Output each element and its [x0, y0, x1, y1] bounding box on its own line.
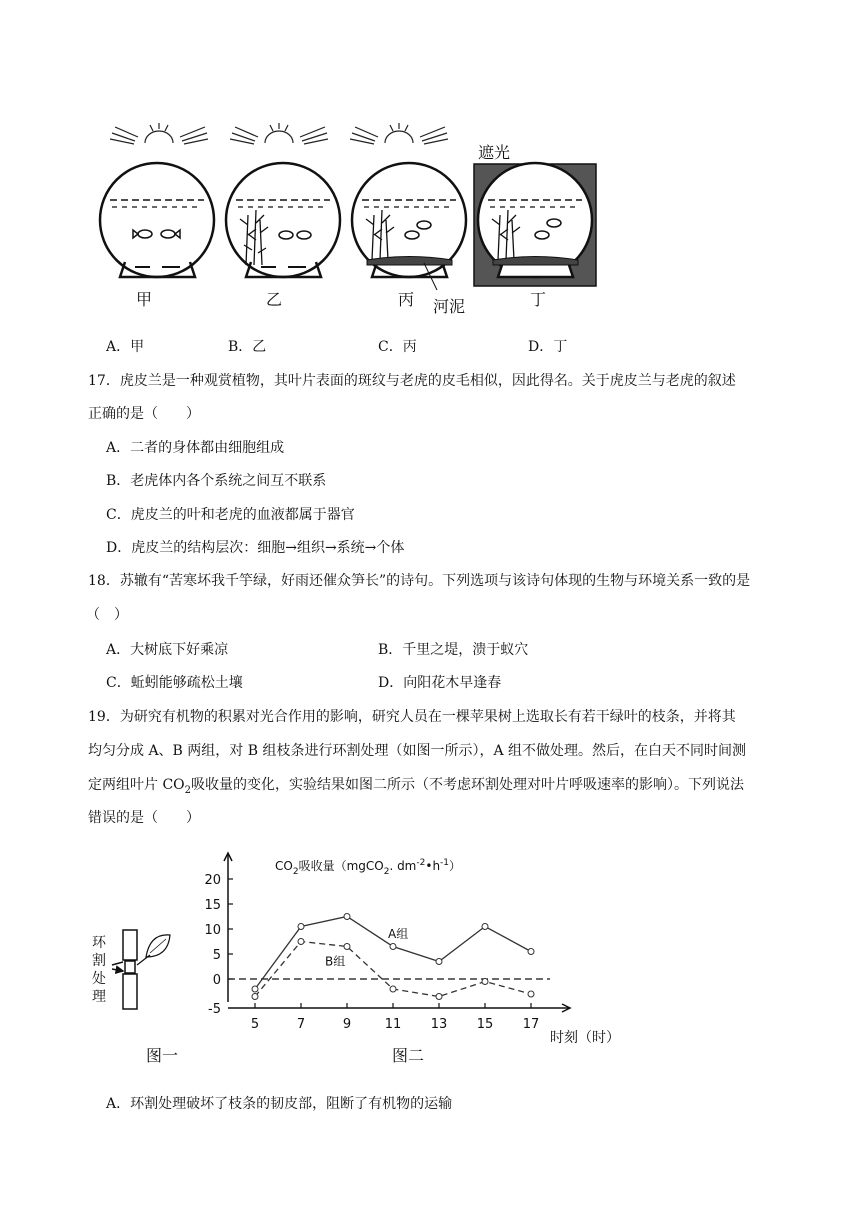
data-point: [436, 959, 442, 965]
y-tick-label: 20: [204, 873, 221, 888]
bowl-label-ding: 丁: [530, 290, 547, 309]
x-tick-label: 15: [476, 1017, 494, 1032]
bowl-label-bing: 丙: [398, 290, 415, 309]
data-point: [298, 924, 304, 930]
data-point: [252, 994, 258, 1000]
q18-option-a[interactable]: A．大树底下好乘凉: [106, 642, 229, 658]
q17-option-a[interactable]: A．二者的身体都由细胞组成: [106, 440, 285, 456]
mud-label: 河泥: [433, 297, 466, 316]
x-tick-label: 11: [384, 1017, 402, 1032]
x-tick-label: 7: [296, 1017, 306, 1032]
sun-icon: [350, 123, 448, 144]
y-tick-label: 15: [204, 898, 221, 913]
data-point: [390, 944, 396, 950]
q16-option-b[interactable]: B．乙: [228, 339, 267, 355]
girdling-label: 环割处理: [92, 935, 106, 1005]
q18-option-c[interactable]: C．蚯蚓能够疏松土壤: [106, 675, 243, 691]
q16-option-c[interactable]: C．丙: [378, 339, 417, 355]
x-axis-label: 时刻（时）: [550, 1030, 620, 1046]
bowl-bing: [352, 163, 466, 290]
q19-stem-line3: 定两组叶片 $CO_2$吸收量的变化，实验结果如图二所示（不考虑环割处理对叶片呼吸速率的影响）。下列说法: [88, 777, 745, 796]
bowl-yi: [226, 163, 340, 277]
sun-icon: [230, 123, 328, 144]
data-point: [344, 914, 350, 920]
q17-option-c[interactable]: C．虎皮兰的叶和老虎的血液都属于器官: [106, 507, 355, 523]
q18-option-b[interactable]: B．千里之堤，溃于蚁穴: [378, 642, 529, 658]
y-tick-label: 10: [204, 923, 221, 938]
fig1-caption: 图一: [146, 1046, 179, 1065]
shade-label: 遮光: [478, 143, 511, 162]
x-tick-label: 13: [430, 1017, 448, 1032]
bowl-jia: [100, 163, 214, 277]
x-tick-label: 5: [250, 1017, 260, 1032]
q17-option-d[interactable]: D．虎皮兰的结构层次：细胞→组织→系统→个体: [106, 540, 405, 556]
y-tick-label: 0: [212, 973, 221, 988]
data-point: [528, 949, 534, 955]
q18-stem-line2: （ ）: [86, 607, 128, 623]
q17-option-b[interactable]: B．老虎体内各个系统之间互不联系: [106, 473, 327, 489]
q19-stem-line2: 均匀分成 A、B 两组，对 B 组枝条进行环割处理（如图一所示），A 组不做处理。然后，在白天不同时间测: [88, 743, 747, 759]
series-label-a: A组: [388, 927, 409, 941]
q18-option-d[interactable]: D．向阳花木早逢春: [378, 675, 502, 691]
bowl-label-yi: 乙: [266, 290, 283, 309]
q16-option-a[interactable]: A．甲: [106, 339, 145, 355]
data-point: [482, 924, 488, 930]
series-label-b: B组: [325, 954, 346, 969]
data-point: [390, 986, 396, 992]
q16-option-d[interactable]: D．丁: [528, 339, 568, 355]
data-point: [298, 939, 304, 945]
data-point: [252, 986, 258, 992]
fishbowl-figure: [90, 115, 610, 315]
bowl-ding: [478, 163, 592, 277]
data-point: [482, 979, 488, 985]
x-tick-label: 17: [522, 1017, 540, 1032]
q19-stem-line1: 19．为研究有机物的积累对光合作用的影响，研究人员在一棵苹果树上选取长有若干绿叶的枝条，并将其: [88, 709, 736, 725]
sun-icon: [110, 123, 208, 144]
y-tick-label: -5: [208, 1002, 221, 1017]
q19-option-a[interactable]: A．环割处理破坏了枝条的韧皮部，阻断了有机物的运输: [106, 1096, 453, 1112]
data-point: [528, 991, 534, 997]
y-axis-label: $CO_2$吸收量（mgCO$_2$. $dm^{-2}•h^{-1}$）: [275, 858, 462, 877]
q18-stem-line1: 18．苏辙有“苦寒坏我千竽绿，好雨还催众笋长”的诗句。下列选项与该诗句体现的生物与环境关系一致的是: [88, 573, 751, 589]
q17-stem-line2: 正确的是（ ）: [88, 406, 200, 422]
data-point: [436, 994, 442, 1000]
q19-stem-line4: 错误的是（ ）: [88, 810, 200, 826]
fig2-caption: 图二: [392, 1046, 425, 1065]
q17-stem-line1: 17．虎皮兰是一种观赏植物，其叶片表面的斑纹与老虎的皮毛相似，因此得名。关于虎皮兰与老虎的叙述: [88, 373, 736, 389]
data-point: [344, 944, 350, 950]
bowl-label-jia: 甲: [136, 290, 153, 309]
y-tick-label: 5: [212, 948, 221, 963]
x-tick-label: 9: [342, 1017, 352, 1032]
co2-uptake-chart: [195, 845, 645, 1055]
